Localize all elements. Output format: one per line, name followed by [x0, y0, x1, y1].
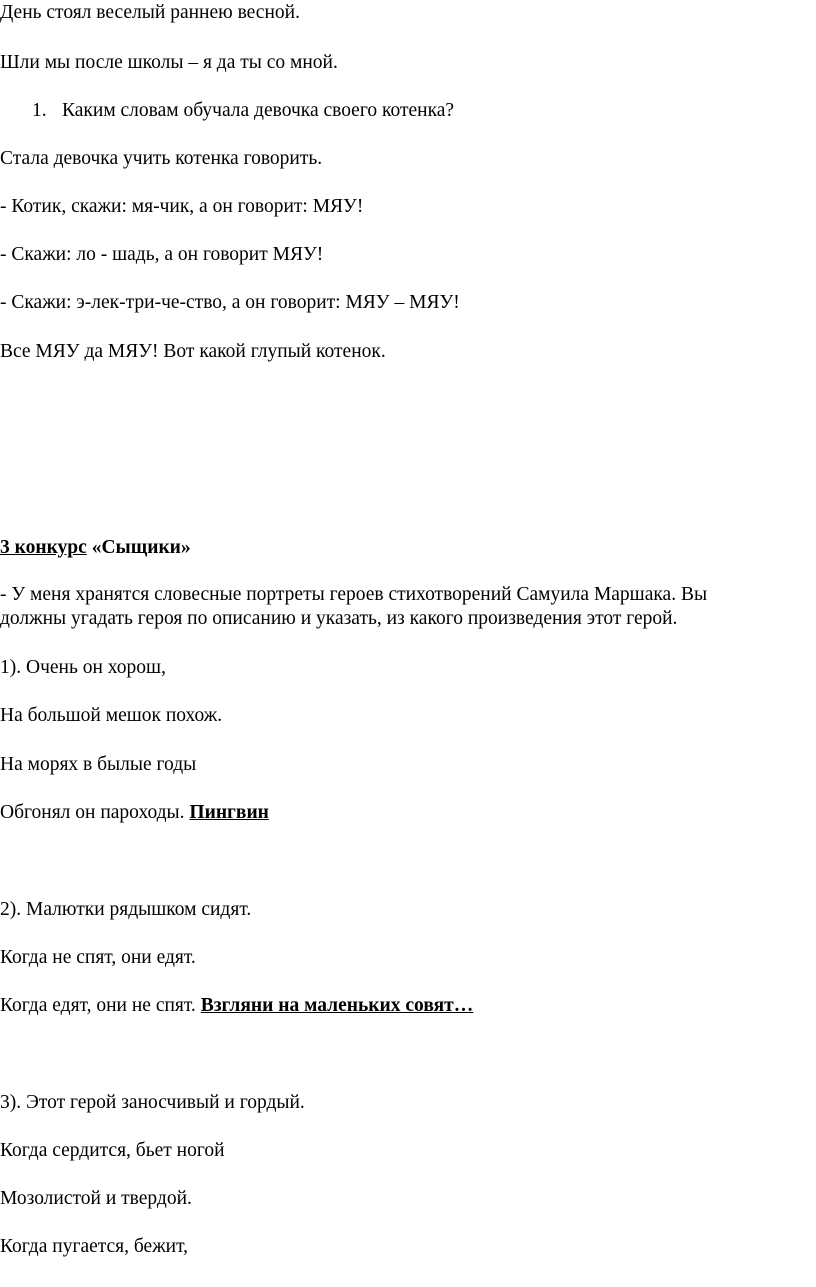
poem-line-2: Шли мы после школы – я да ты со мной.: [0, 52, 338, 73]
riddle1-line-3: На морях в былые годы: [0, 754, 197, 775]
riddle3-line-1: 3). Этот герой заносчивый и гордый.: [0, 1092, 305, 1113]
riddle2-answer: Взгляни на маленьких совят…: [200, 995, 474, 1016]
riddle1-answer: Пингвин: [189, 802, 269, 823]
riddle2-line-3-with-answer: [0, 994, 473, 1018]
riddle2-line-3: Когда едят, они не спят.: [0, 995, 196, 1016]
riddle3-line-4: Когда пугается, бежит,: [0, 1236, 189, 1257]
contest-desc-line-1: - У меня хранятся словесные портреты героев стихотворений Самуила Маршака. Вы: [0, 584, 708, 605]
poem-line-1: День стоял веселый раннею весной.: [0, 2, 300, 23]
story-line-3: - Скажи: э-лек-три-че-ство, а он говорит: МЯУ – МЯУ!: [0, 292, 460, 313]
question-number: 1.: [32, 100, 47, 121]
contest-desc-line-2: должны угадать героя по описанию и указать, из какого произведения этот герой.: [0, 608, 678, 629]
riddle1-line-4-with-answer: [0, 801, 269, 825]
riddle1-line-2: На большой мешок похож.: [0, 705, 223, 726]
riddle1-line-4: Обгонял он пароходы.: [0, 802, 185, 823]
riddle3-line-3: Мозолистой и твердой.: [0, 1188, 192, 1209]
contest-name: «Сыщики»: [91, 537, 191, 558]
contest-number: 3 конкурс: [0, 537, 87, 558]
riddle3-line-2: Когда сердится, бьет ногой: [0, 1140, 225, 1161]
story-intro: Стала девочка учить котенка говорить.: [0, 148, 323, 169]
contest-title: [0, 536, 191, 560]
story-line-1: - Котик, скажи: мя-чик, а он говорит: МЯУ!: [0, 196, 364, 217]
question-text: Каким словам обучала девочка своего котенка?: [62, 100, 455, 121]
riddle1-line-1: 1). Очень он хорош,: [0, 657, 166, 678]
story-line-2: - Скажи: ло - шадь, а он говорит МЯУ!: [0, 244, 324, 265]
riddle2-line-1: 2). Малютки рядышком сидят.: [0, 899, 252, 920]
story-outro: Все МЯУ да МЯУ! Вот какой глупый котенок.: [0, 341, 386, 362]
riddle2-line-2: Когда не спят, они едят.: [0, 947, 196, 968]
question-item: [32, 99, 454, 123]
